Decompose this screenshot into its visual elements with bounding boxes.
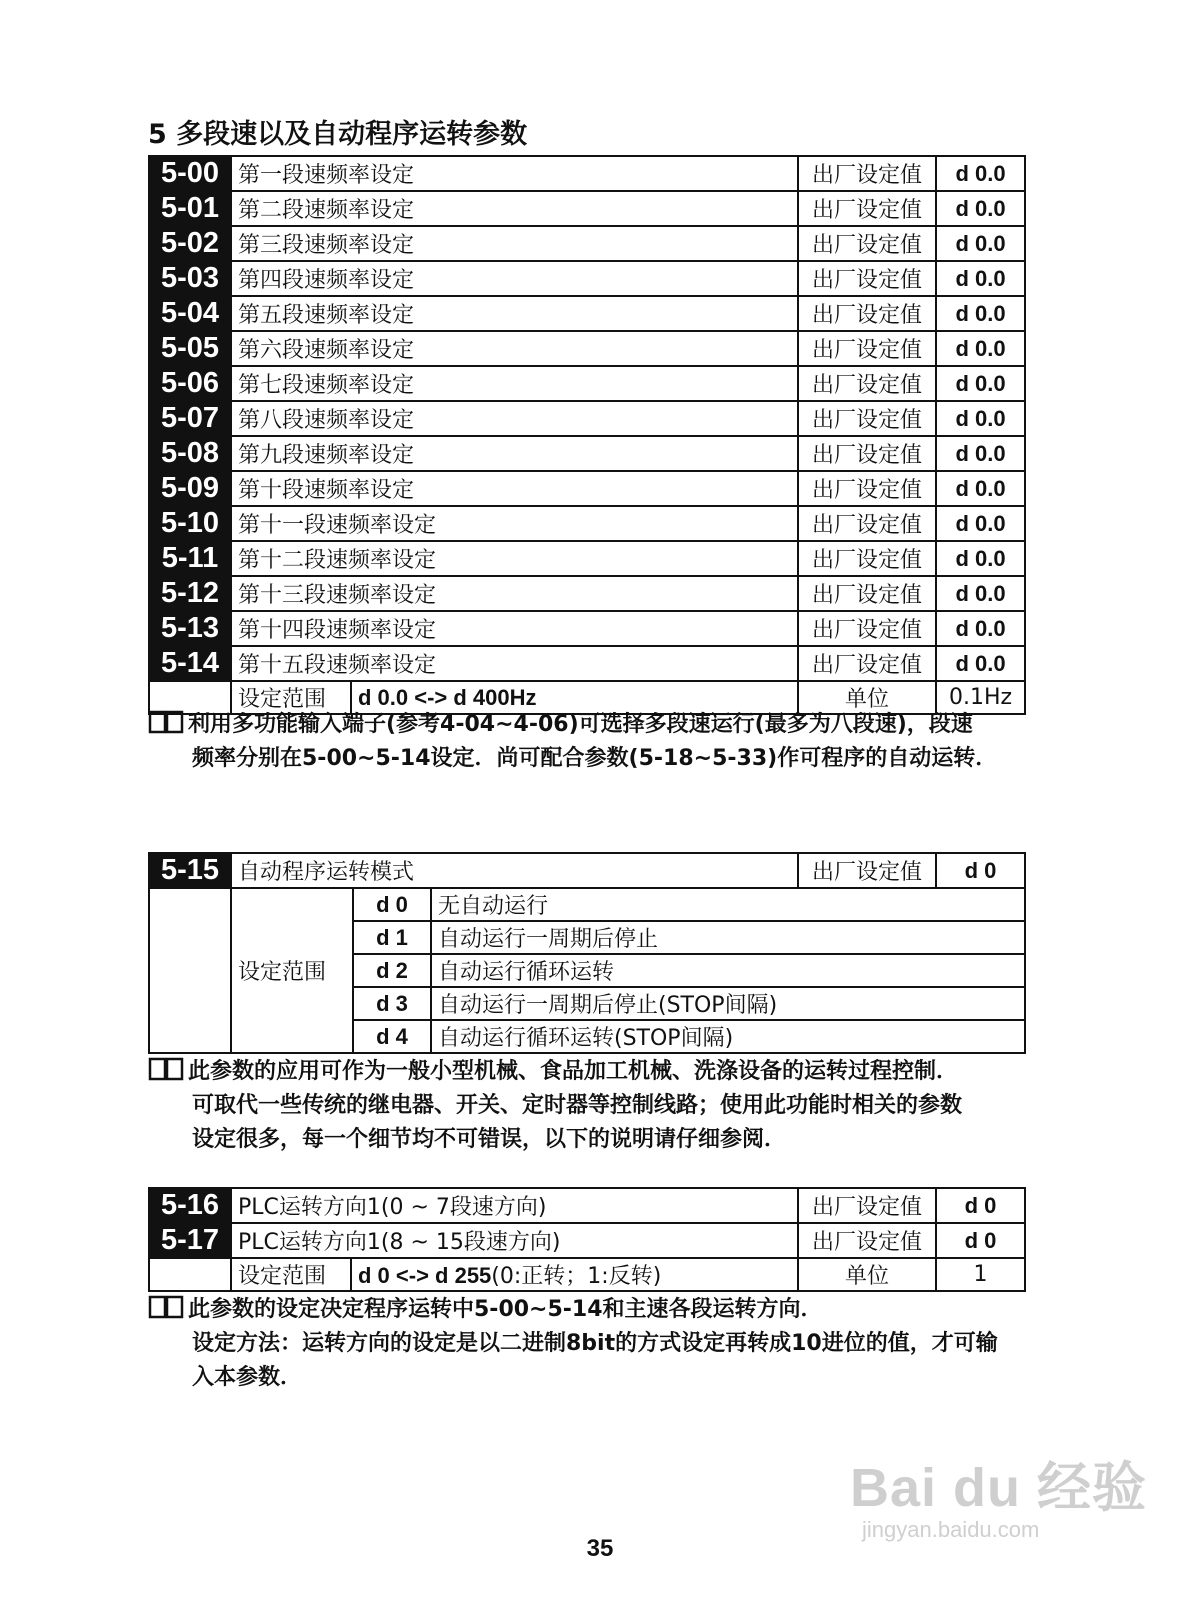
option-desc: 自动运行一周期后停止(STOP间隔) <box>431 987 1025 1020</box>
default-label: 出厂设定值 <box>798 646 936 681</box>
note-line: 频率分别在5-00~5-14设定．尚可配合参数(5-18~5-33)作可程序的自动运转． <box>192 746 998 771</box>
watermark-brand: Bai du 经验 <box>850 1458 1148 1518</box>
range-label: 设定范围 <box>231 1258 351 1291</box>
param-row <box>149 541 1025 576</box>
baidu-watermark <box>850 1445 1148 1542</box>
default-label: 出厂设定值 <box>798 576 936 611</box>
param-row <box>149 296 1025 331</box>
default-value: d 0.0 <box>936 226 1025 261</box>
default-label: 出厂设定值 <box>798 226 936 261</box>
param-row <box>149 226 1025 261</box>
param-code: 5-08 <box>149 436 231 471</box>
option-desc: 自动运行循环运转 <box>431 954 1025 987</box>
param-name: 第三段速频率设定 <box>231 226 798 261</box>
default-label: 出厂设定值 <box>798 156 936 191</box>
blank-cell <box>149 1258 231 1291</box>
default-label: 出厂设定值 <box>798 1223 936 1258</box>
default-label: 出厂设定值 <box>798 331 936 366</box>
param-code: 5-01 <box>149 191 231 226</box>
param-name: 第八段速频率设定 <box>231 401 798 436</box>
range-note: (0:正转；1:反转) <box>491 1264 662 1289</box>
range-cell <box>351 1258 798 1291</box>
default-value: d 0.0 <box>936 401 1025 436</box>
param-name: PLC运转方向1(0 ~ 7段速方向) <box>231 1188 798 1223</box>
default-label: 出厂设定值 <box>798 436 936 471</box>
note-direction <box>148 1293 1048 1395</box>
option-value: d 0 <box>353 888 431 921</box>
book-icon <box>148 710 184 734</box>
option-value: d 1 <box>353 921 431 954</box>
param-row <box>149 401 1025 436</box>
param-code: 5-02 <box>149 226 231 261</box>
default-value: d 0.0 <box>936 366 1025 401</box>
param-row <box>149 1223 1025 1258</box>
option-desc: 自动运行一周期后停止 <box>431 921 1025 954</box>
default-label: 出厂设定值 <box>798 296 936 331</box>
default-value: d 0.0 <box>936 471 1025 506</box>
default-label: 出厂设定值 <box>798 1188 936 1223</box>
watermark-url: jingyan.baidu.com <box>862 1517 1040 1542</box>
note-line: 入本参数． <box>192 1365 303 1390</box>
default-label: 出厂设定值 <box>798 261 936 296</box>
book-icon <box>148 1295 184 1319</box>
option-desc: 自动运行循环运转(STOP间隔) <box>431 1020 1025 1053</box>
param-code: 5-16 <box>149 1188 231 1223</box>
unit-label: 单位 <box>798 1258 936 1291</box>
default-label: 出厂设定值 <box>798 853 936 888</box>
default-value: d 0.0 <box>936 331 1025 366</box>
default-value: d 0.0 <box>936 156 1025 191</box>
param-name: 第十二段速频率设定 <box>231 541 798 576</box>
default-label: 出厂设定值 <box>798 541 936 576</box>
default-label: 出厂设定值 <box>798 611 936 646</box>
param-row <box>149 471 1025 506</box>
default-value: d 0.0 <box>936 191 1025 226</box>
param-code: 5-12 <box>149 576 231 611</box>
param-row <box>149 191 1025 226</box>
param-row <box>149 261 1025 296</box>
note-line: 利用多功能输入端子(参考4-04~4-06)可选择多段速运行(最多为八段速)，段速 <box>188 712 973 737</box>
param-code: 5-15 <box>149 853 231 888</box>
param-code: 5-03 <box>149 261 231 296</box>
param-row <box>149 1188 1025 1223</box>
param-row <box>149 331 1025 366</box>
default-value: d 0 <box>936 853 1025 888</box>
default-value: d 0.0 <box>936 576 1025 611</box>
param-name: 第十五段速频率设定 <box>231 646 798 681</box>
default-label: 出厂设定值 <box>798 506 936 541</box>
param-code: 5-00 <box>149 156 231 191</box>
unit-label: 单位 <box>798 681 936 714</box>
param-code: 5-05 <box>149 331 231 366</box>
param-row <box>149 366 1025 401</box>
param-name: 第十一段速频率设定 <box>231 506 798 541</box>
param-code: 5-11 <box>149 541 231 576</box>
default-value: d 0 <box>936 1223 1025 1258</box>
default-value: d 0 <box>936 1188 1025 1223</box>
option-value: d 2 <box>353 954 431 987</box>
note-line: 设定方法：运转方向的设定是以二进制8bit的方式设定再转成10进位的值，才可输 <box>192 1331 998 1356</box>
param-name: 第十三段速频率设定 <box>231 576 798 611</box>
default-label: 出厂设定值 <box>798 471 936 506</box>
note-multispeed <box>148 708 1048 776</box>
range-value: d 0 <-> d 255 <box>358 1263 492 1288</box>
param-name: 第十四段速频率设定 <box>231 611 798 646</box>
default-label: 出厂设定值 <box>798 401 936 436</box>
param-row <box>149 436 1025 471</box>
param-name: 第五段速频率设定 <box>231 296 798 331</box>
param-name: 第二段速频率设定 <box>231 191 798 226</box>
range-row <box>149 1258 1025 1291</box>
unit-value: 0.1Hz <box>936 681 1025 714</box>
param-row <box>149 576 1025 611</box>
auto-program-mode-table <box>148 852 1026 1054</box>
param-row <box>149 646 1025 681</box>
param-name: 第六段速频率设定 <box>231 331 798 366</box>
plc-direction-table <box>148 1187 1026 1292</box>
section-title: 5 多段速以及自动程序运转参数 <box>148 119 528 150</box>
param-name: 自动程序运转模式 <box>231 853 798 888</box>
option-row <box>149 888 1025 921</box>
default-value: d 0.0 <box>936 436 1025 471</box>
param-row <box>149 611 1025 646</box>
param-name: 第九段速频率设定 <box>231 436 798 471</box>
param-name: 第七段速频率设定 <box>231 366 798 401</box>
param-code: 5-09 <box>149 471 231 506</box>
param-row <box>149 506 1025 541</box>
default-value: d 0.0 <box>936 541 1025 576</box>
option-desc: 无自动运行 <box>431 888 1025 921</box>
speed-frequency-table <box>148 155 1026 715</box>
option-value: d 3 <box>353 987 431 1020</box>
range-value: d 0.0 <-> d 400Hz <box>351 681 798 714</box>
param-code: 5-04 <box>149 296 231 331</box>
range-label: 设定范围 <box>231 888 353 1053</box>
param-name: 第一段速频率设定 <box>231 156 798 191</box>
default-value: d 0.0 <box>936 611 1025 646</box>
default-value: d 0.0 <box>936 261 1025 296</box>
param-code: 5-17 <box>149 1223 231 1258</box>
default-value: d 0.0 <box>936 296 1025 331</box>
param-name: 第四段速频率设定 <box>231 261 798 296</box>
param-code: 5-07 <box>149 401 231 436</box>
default-label: 出厂设定值 <box>798 191 936 226</box>
default-value: d 0.0 <box>936 646 1025 681</box>
note-line: 此参数的应用可作为一般小型机械、食品加工机械、洗涤设备的运转过程控制． <box>188 1059 959 1084</box>
param-code: 5-13 <box>149 611 231 646</box>
book-icon <box>148 1057 184 1081</box>
note-line: 设定很多，每一个细节均不可错误，以下的说明请仔细参阅． <box>192 1127 787 1152</box>
param-name: PLC运转方向1(8 ~ 15段速方向) <box>231 1223 798 1258</box>
param-name: 第十段速频率设定 <box>231 471 798 506</box>
blank-cell <box>149 888 231 1053</box>
option-value: d 4 <box>353 1020 431 1053</box>
default-value: d 0.0 <box>936 506 1025 541</box>
param-code: 5-06 <box>149 366 231 401</box>
unit-value: 1 <box>936 1258 1025 1291</box>
default-label: 出厂设定值 <box>798 366 936 401</box>
param-code: 5-14 <box>149 646 231 681</box>
param-code: 5-10 <box>149 506 231 541</box>
note-line: 此参数的设定决定程序运转中5-00~5-14和主速各段运转方向． <box>188 1297 823 1322</box>
param-row <box>149 156 1025 191</box>
note-line: 可取代一些传统的继电器、开关、定时器等控制线路；使用此功能时相关的参数 <box>192 1093 963 1118</box>
page-number: 35 <box>586 1535 614 1562</box>
range-label: 设定范围 <box>231 681 351 714</box>
note-application <box>148 1055 1048 1157</box>
